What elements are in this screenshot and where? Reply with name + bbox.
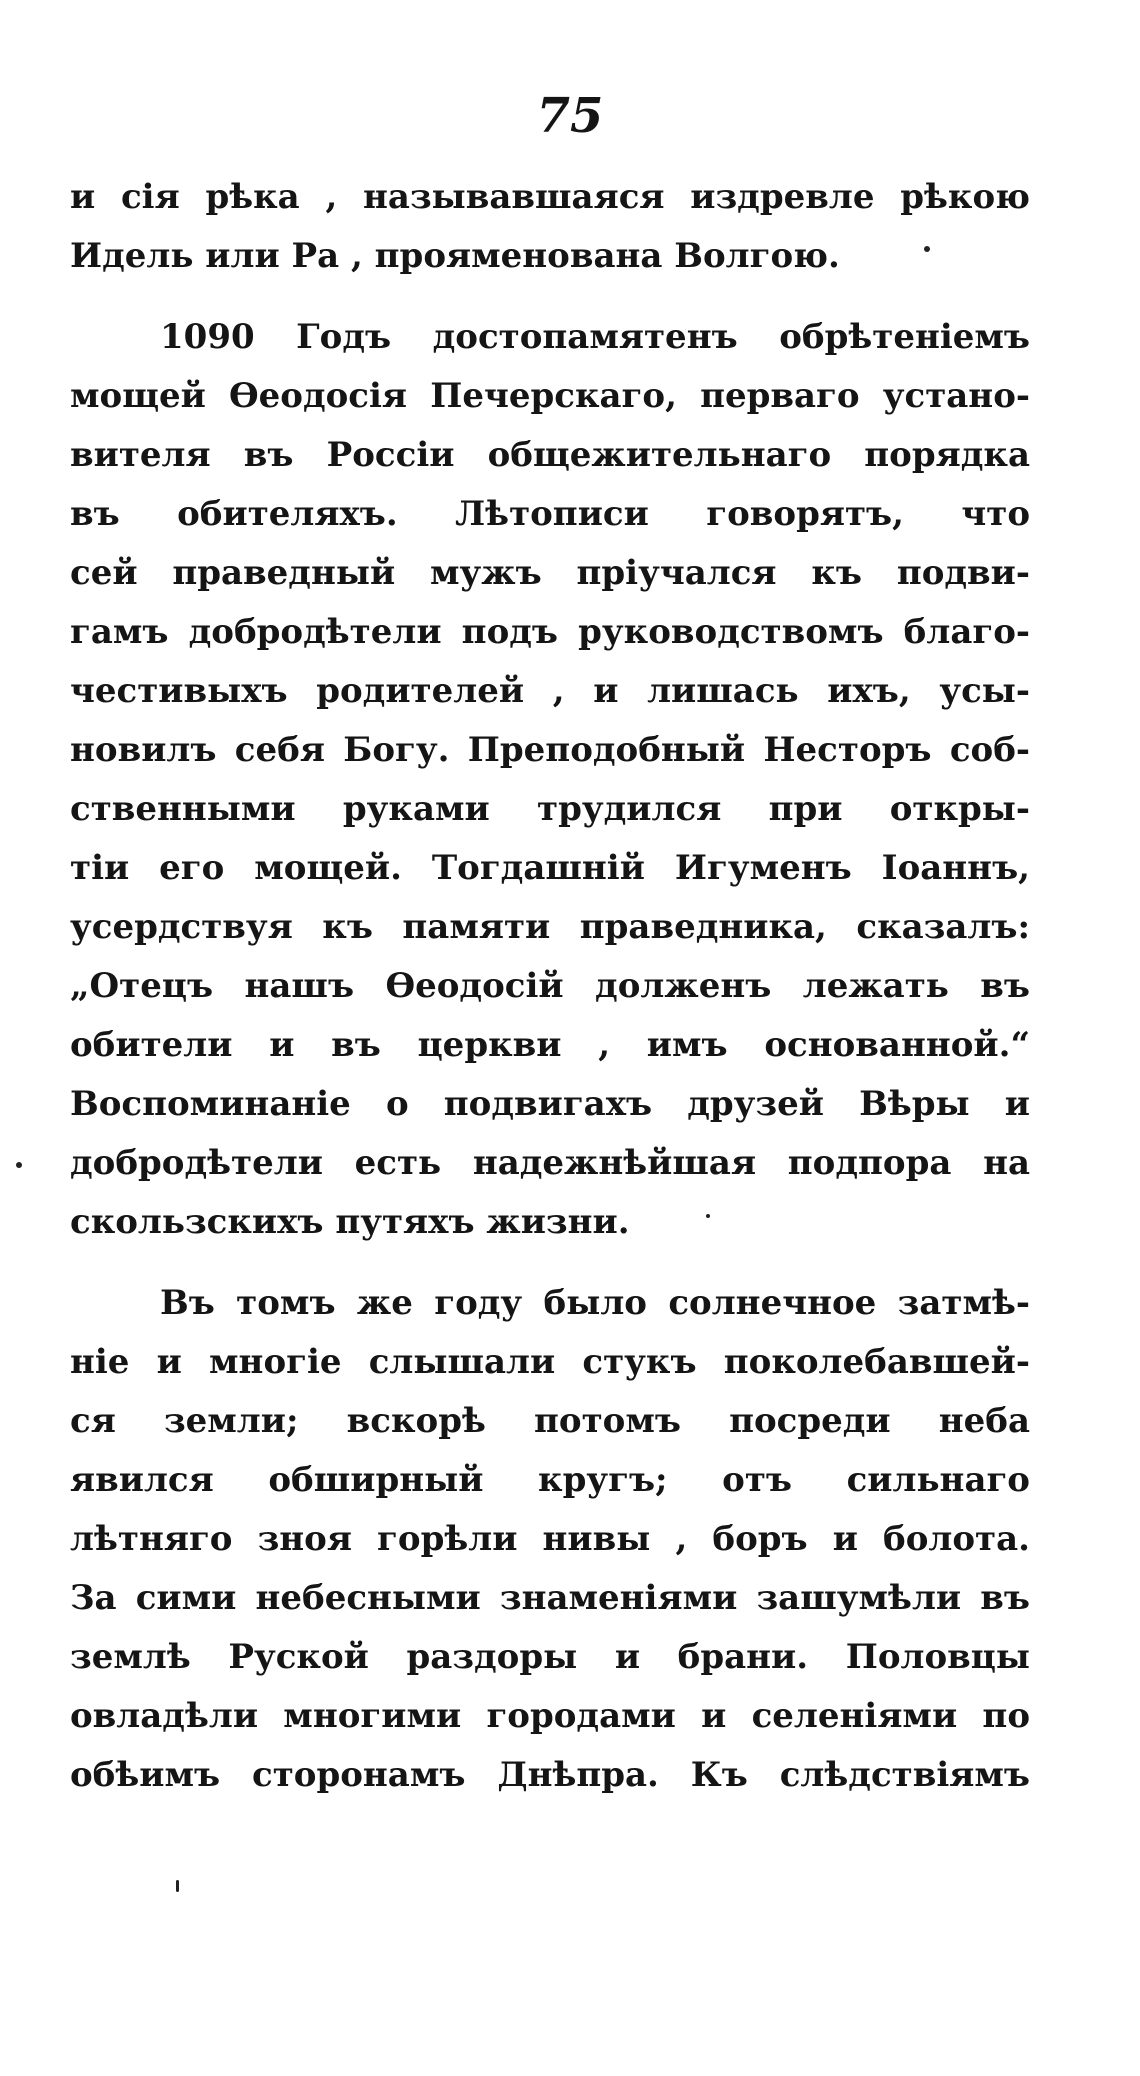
text-line: Въ томъ же году было солнечное затмѣ- [160,1283,1030,1323]
text-line: За сими небесными знаменіями зашумѣли въ [70,1578,1030,1618]
page-number: 75 [536,88,604,144]
text-line: усердствуя къ памяти праведника, сказалъ: [70,907,1030,947]
text-line: явился обширный кругъ; отъ сильнаго [70,1460,1030,1500]
text-line: лѣтняго зноя горѣли нивы , боръ и болота. [70,1519,1030,1559]
ink-speck [176,1880,179,1892]
ink-speck [924,246,930,252]
text-line: въ обителяхъ. Лѣтописи говорятъ, что [70,494,1030,534]
text-line: добродѣтели есть надежнѣйшая подпора на [70,1143,1030,1183]
ink-speck [16,1162,22,1168]
text-line: сей праведный мужъ пріучался къ подви- [70,553,1030,593]
text-line: новилъ себя Богу. Преподобный Несторъ соб- [70,730,1030,770]
text-line: землѣ Руской раздоры и брани. Половцы [70,1637,1030,1677]
ink-speck [706,1214,710,1218]
text-line: гамъ добродѣтели подъ руководствомъ благо- [70,612,1030,652]
text-line: ственными руками трудился при откры- [70,789,1030,829]
text-line: „Отецъ нашъ Ѳеодосій долженъ лежать въ [70,966,1030,1006]
text-line: Воспоминаніе о подвигахъ друзей Вѣры и [70,1084,1030,1124]
text-line: ся земли; вскорѣ потомъ посреди неба [70,1401,1030,1441]
text-line: мощей Ѳеодосія Печерскаго, перваго устано- [70,376,1030,416]
text-line: скользскихъ путяхъ жизни. [70,1202,630,1242]
text-line: честивыхъ родителей , и лишась ихъ, усы- [70,671,1030,711]
text-line: овладѣли многими городами и селеніями по [70,1696,1030,1736]
text-line: ніе и многіе слышали стукъ поколебавшей- [70,1342,1030,1382]
text-line: тіи его мощей. Тогдашній Игуменъ Іоаннъ, [70,848,1030,888]
text-line: Идель или Ра , прояменована Волгою. [70,236,840,276]
text-line: и сія рѣка , называвшаяся издревле рѣкою [70,177,1030,217]
text-line: обители и въ церкви , имъ основанной.“ [70,1025,1030,1065]
body-text [70,168,1030,1805]
text-line: 1090 Годъ достопамятенъ обрѣтеніемъ [160,317,1030,357]
text-line: обѣимъ сторонамъ Днѣпра. Къ слѣдствіямъ [70,1755,1030,1795]
text-line: вителя въ Россіи общежительнаго порядка [70,435,1030,475]
